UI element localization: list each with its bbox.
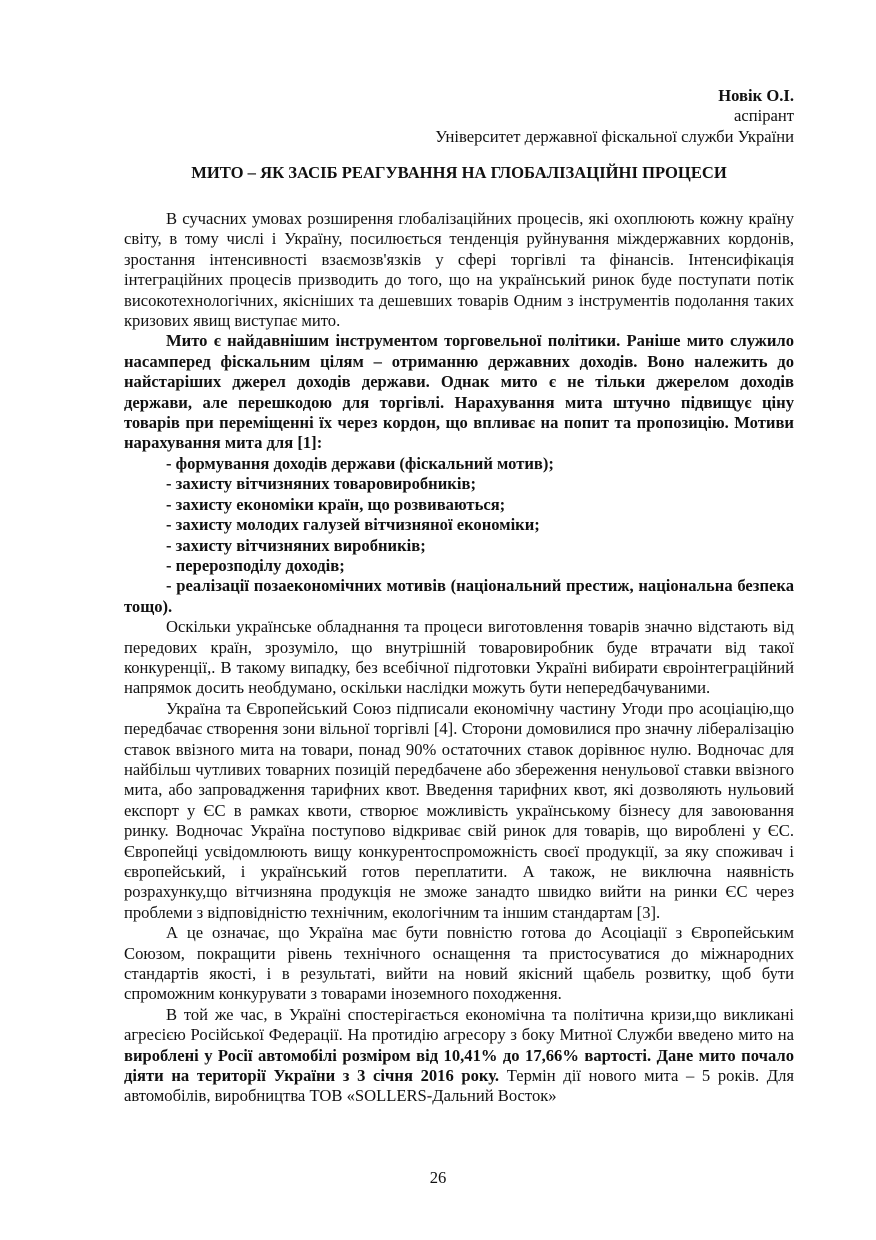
- list-item: - реалізації позаекономічних мотивів (національний престиж, національна безпека тощо).: [124, 576, 794, 616]
- article-body: [124, 209, 794, 1107]
- author-affiliation: Університет державної фіскальної служби України: [435, 126, 794, 146]
- paragraph-3: Оскільки українське обладнання та процеси виготовлення товарів значно відстають від передових країн, зрозуміло, що внутрішній товаровиробник буде втрачати від такої конкуренції,. В такому випадку, без всебічної підготовки Україні вибирати євроінтеграційний напрямок досить необдумано, оскільки наслідки можуть бути непередбачуваними.: [124, 617, 794, 698]
- paragraph-1-text-c: . Інтенсифікація інтеграційних процесів призводить до того, що на український ринок буде поступати потік високотехнологічних, якісніших та дешевших товарів Одним з інструментів подолання таких кризових явищ виступає мито.: [124, 249, 794, 331]
- paragraph-1-text-a: В сучасних умовах розширення глобалізаційних процесів, які охоплюють кожну країну світу, в тому числі і Україну, посилюється тенденція руйнування міждержавних кордонів,: [124, 209, 794, 249]
- paragraph-1: [124, 209, 794, 331]
- paragraph-1-emphasis: зростання інтенсивності взаємозв'язків у сфері торгівлі та фінансів: [124, 249, 670, 269]
- author-block: [435, 86, 794, 147]
- paragraph-6-text-c: Термін дії нового мита – 5 років. Для автомобілів, виробництва ТОВ «SOLLERS-Дальний Восток»: [124, 1066, 794, 1106]
- list-item: - формування доходів держави (фіскальний мотив);: [166, 453, 554, 473]
- list-item: - захисту вітчизняних виробників;: [166, 535, 426, 555]
- list-item: - захисту молодих галузей вітчизняної економіки;: [166, 515, 540, 535]
- paragraph-2: Мито є найдавнішим інструментом торговельної політики. Раніше мито служило насамперед фіскальним цілям – отриманню державних доходів. Воно належить до найстаріших джерел доходів держави. Однак мито є не тільки джерелом доходів держави, але перешкодою для торгівлі. Нарахування мита штучно підвищує ціну товарів при переміщенні їх через кордон, що впливає на попит та пропозицію. Мотиви нарахування мита для [1]:: [124, 331, 794, 453]
- paragraph-6: [124, 1005, 794, 1107]
- author-position: аспірант: [733, 106, 794, 126]
- paragraph-6-emphasis: вироблені у Росії автомобілі розміром від 10,41% до 17,66% вартості. Дане мито почало діяти на території України з 3 січня 2016 року.: [124, 1045, 794, 1086]
- paragraph-5: А це означає, що Україна має бути повністю готова до Асоціації з Європейським Союзом, покращити рівень технічного оснащення та пристосуватися до міжнародних стандартів якості, і в результаті, вийти на новий якісний щабель розвитку, щоб бути спроможним конкурувати з товарами іноземного походження.: [124, 923, 794, 1004]
- list-item: - захисту економіки країн, що розвиваються;: [166, 494, 506, 514]
- paragraph-4: Україна та Європейський Союз підписали економічну частину Угоди про асоціацію,що передбачає створення зони вільної торгівлі [4]. Сторони домовилися про значну лібералізацію ставок ввізного мита на товари, понад 90% остаточних ставок дорівнює нулю. Водночас для найбільш чутливих товарних позицій передбачене або збереження ненульової ставки ввізного мита, або запровадження тарифних квот. Введення тарифних квот, які дозволяють нульовий експорт у ЄС в рамках квоти, створює можливість українському бізнесу для завоювання ринку. Водночас Україна поступово відкриває свій ринок для товарів, що вироблені у ЄС. Європейці усвідомлюють вищу конкурентоспроможність своєї продукції, за яку споживач і європейський, і український готов переплатити. А також, не виключна наявність розрахунку,що вітчизняна продукція не зможе занадто швидко вийти на ринки ЄС через проблеми з відповідністю технічним, екологічним та іншим стандартам [3].: [124, 698, 794, 922]
- paragraph-6-text-a: В той же час, в Україні спостерігається економічна та політична кризи,що викликані агресією Російської Федерації. На протидію агресору з боку Митної Служби введено мито на: [124, 1004, 794, 1045]
- author-name: Новік О.І.: [718, 86, 794, 105]
- page-number: 26: [429, 1168, 447, 1187]
- list-item: - перерозподілу доходів;: [166, 555, 345, 575]
- article-title: МИТО – ЯК ЗАСІБ РЕАГУВАННЯ НА ГЛОБАЛІЗАЦІЙНІ ПРОЦЕСИ: [191, 163, 727, 182]
- list-item: - захисту вітчизняних товаровиробників;: [166, 474, 476, 494]
